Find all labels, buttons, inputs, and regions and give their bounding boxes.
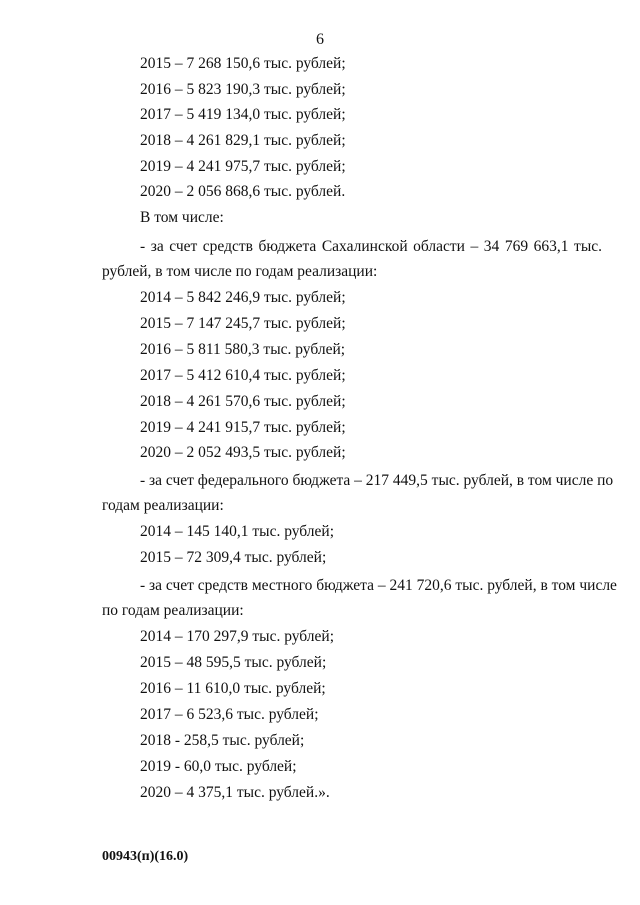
budget-line-2020: 2020 – 2 056 868,6 тыс. рублей. [140, 183, 346, 200]
regional-year-2018: 2018 – 4 261 570,6 тыс. рублей; [140, 393, 346, 410]
regional-year-2014: 2014 – 5 842 246,9 тыс. рублей; [140, 289, 346, 306]
budget-line-2017: 2017 – 5 419 134,0 тыс. рублей; [140, 106, 346, 123]
regional-year-2015: 2015 – 7 147 245,7 тыс. рублей; [140, 315, 346, 332]
budget-line-2016: 2016 – 5 823 190,3 тыс. рублей; [140, 81, 346, 98]
federal-year-2015: 2015 – 72 309,4 тыс. рублей; [140, 549, 327, 566]
local-budget-paragraph-cont: по годам реализации: [102, 602, 244, 619]
regional-year-2016: 2016 – 5 811 580,3 тыс. рублей; [140, 341, 346, 358]
regional-year-2017: 2017 – 5 412 610,4 тыс. рублей; [140, 367, 346, 384]
federal-budget-paragraph-cont: годам реализации: [102, 497, 224, 514]
regional-year-2019: 2019 – 4 241 915,7 тыс. рублей; [140, 419, 346, 436]
regional-budget-paragraph: - за счет средств бюджета Сахалинской области – 34 769 663,1 тыс. [140, 238, 602, 255]
page-number: 6 [316, 31, 324, 48]
local-year-2016: 2016 – 11 610,0 тыс. рублей; [140, 680, 326, 697]
local-year-2018: 2018 - 258,5 тыс. рублей; [140, 732, 305, 749]
local-year-2017: 2017 – 6 523,6 тыс. рублей; [140, 706, 319, 723]
local-budget-paragraph: - за счет средств местного бюджета – 241 720,6 тыс. рублей, в том числе [140, 577, 617, 594]
budget-line-2019: 2019 – 4 241 975,7 тыс. рублей; [140, 158, 346, 175]
document-code: 00943(п)(16.0) [102, 849, 189, 864]
local-year-2019: 2019 - 60,0 тыс. рублей; [140, 758, 297, 775]
federal-budget-paragraph: - за счет федерального бюджета – 217 449,5 тыс. рублей, в том числе по [140, 472, 614, 489]
local-year-2020: 2020 – 4 375,1 тыс. рублей.». [140, 784, 330, 801]
local-year-2015: 2015 – 48 595,5 тыс. рублей; [140, 654, 327, 671]
budget-line-2018: 2018 – 4 261 829,1 тыс. рублей; [140, 132, 346, 149]
local-year-2014: 2014 – 170 297,9 тыс. рублей; [140, 628, 334, 645]
regional-year-2020: 2020 – 2 052 493,5 тыс. рублей; [140, 444, 346, 461]
regional-budget-paragraph-cont: рублей, в том числе по годам реализации: [102, 263, 378, 280]
intro-text: В том числе: [140, 209, 224, 226]
budget-line-2015: 2015 – 7 268 150,6 тыс. рублей; [140, 55, 346, 72]
federal-year-2014: 2014 – 145 140,1 тыс. рублей; [140, 523, 334, 540]
